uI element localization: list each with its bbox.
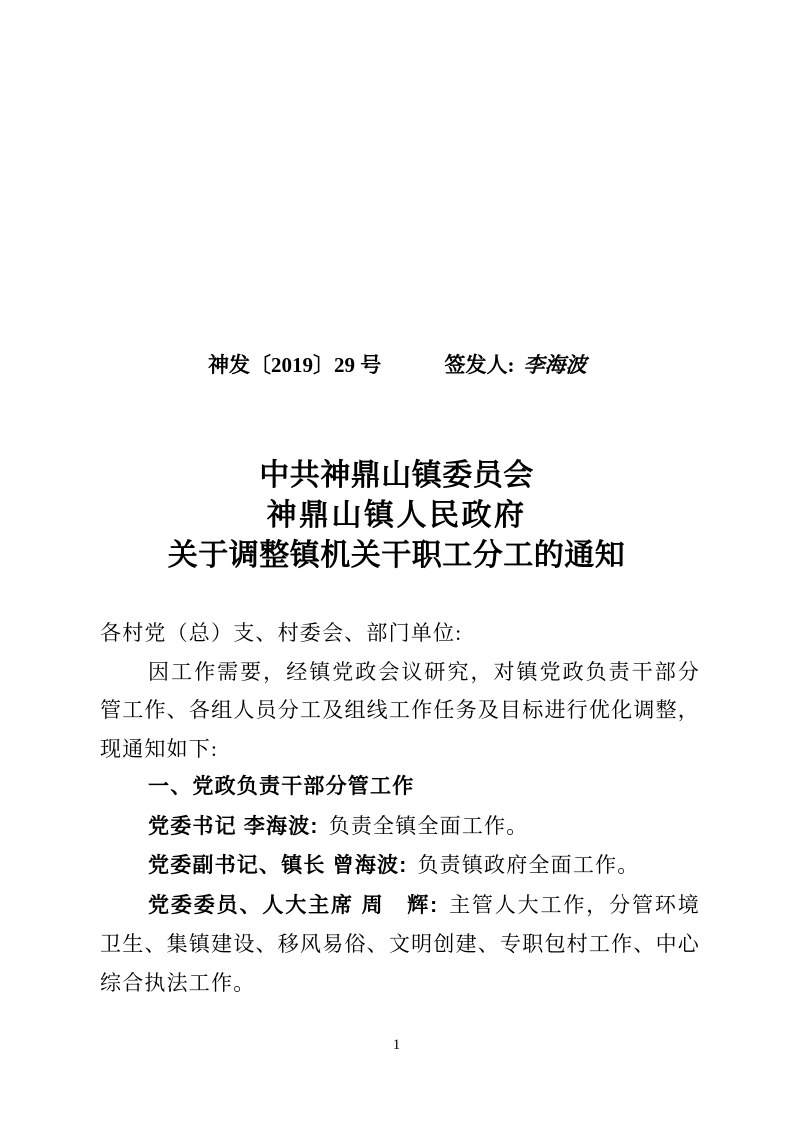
doc-header bbox=[208, 350, 587, 380]
duty-text: 负责镇政府全面工作。 bbox=[417, 853, 640, 877]
role-label: 党委书记 李海波: bbox=[148, 814, 319, 838]
title-line-3: 关于调整镇机关干职工分工的通知 bbox=[167, 539, 626, 572]
signer-block bbox=[445, 353, 587, 377]
intro-paragraph: 因工作需要，经镇党政会议研究，对镇党政负责干部分管工作、各组人员分工及组线工作任务及目标进行优化调整，现通知如下: bbox=[100, 659, 700, 761]
role-label: 党委委员、人大主席 周 辉: bbox=[148, 893, 439, 917]
assignment-entry-secretary bbox=[100, 807, 700, 847]
page-footer bbox=[0, 1035, 793, 1055]
title-line-2: 神鼎山镇人民政府 bbox=[266, 499, 527, 532]
section-heading: 一、党政负责干部分管工作 bbox=[148, 775, 415, 798]
signer-label: 签发人: bbox=[444, 353, 515, 377]
assignment-entry-deputy-secretary bbox=[100, 846, 700, 886]
salutation: 各村党（总）支、村委会、部门单位: bbox=[100, 621, 463, 645]
title-line-1: 中共神鼎山镇委员会 bbox=[259, 459, 534, 492]
duty-text: 负责全镇全面工作。 bbox=[328, 813, 529, 838]
assignment-entry-committee-member bbox=[100, 886, 700, 1003]
doc-number: 神发〔2019〕29 号 bbox=[208, 353, 382, 377]
page-number: 1 bbox=[392, 1037, 401, 1053]
duty-text: 主管人大工作，分管环境卫生、集镇建设、移风易俗、文明创建、专职包村工作、中心综合执法工作。 bbox=[100, 892, 700, 995]
doc-title bbox=[0, 456, 793, 576]
role-label: 党委副书记、镇长 曾海波: bbox=[148, 854, 408, 877]
doc-body bbox=[100, 614, 700, 1002]
signer-name: 李海波 bbox=[523, 353, 587, 377]
